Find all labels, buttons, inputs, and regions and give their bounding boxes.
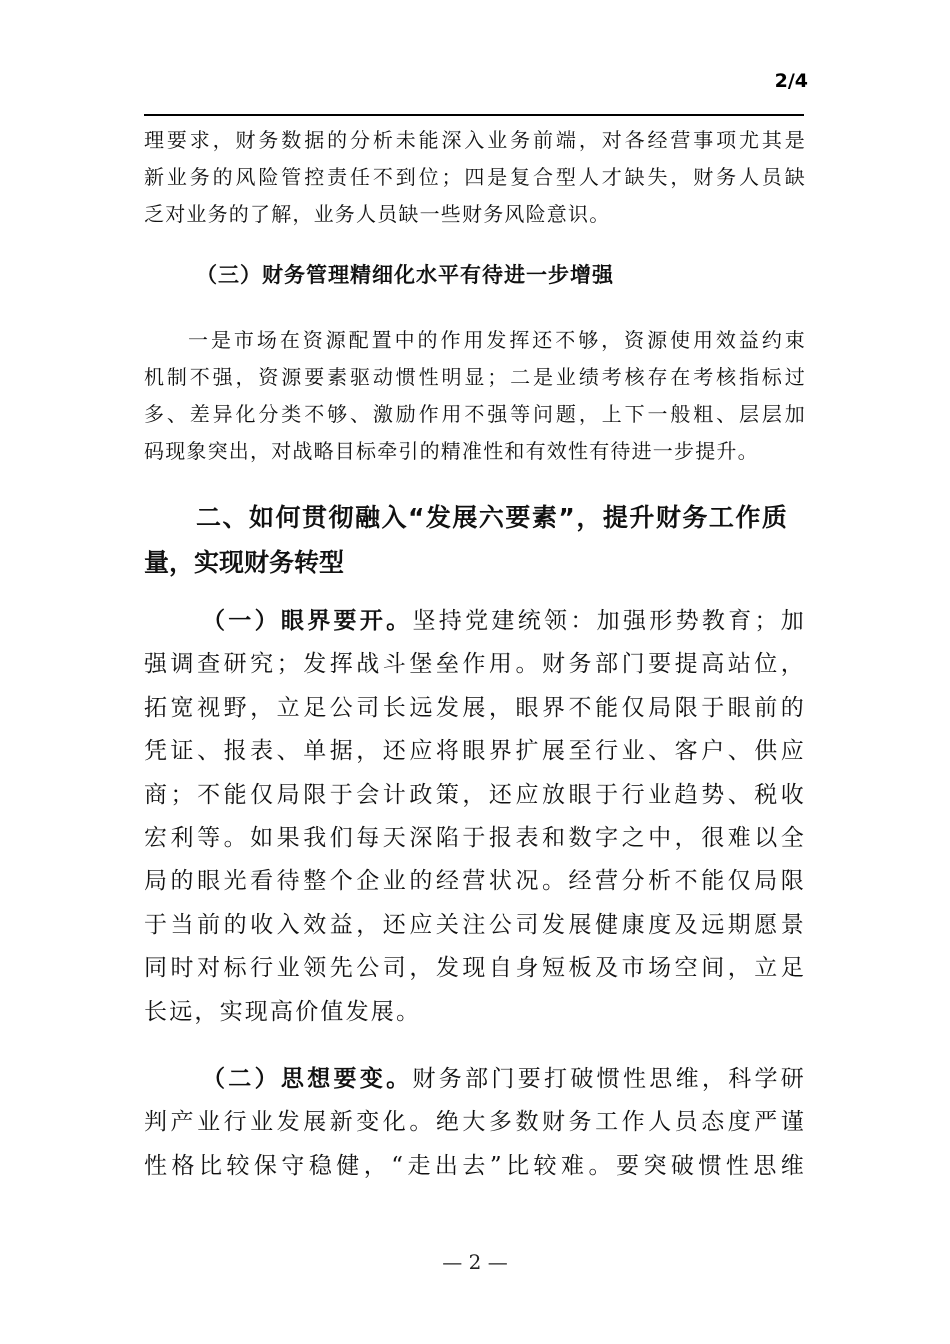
paragraph-line: 判产业行业发展新变化。绝大多数财务工作人员态度严谨 — [144, 1109, 806, 1136]
subsection-heading: （三）财务管理精细化水平有待进一步增强 — [196, 263, 614, 287]
header-rule — [144, 114, 804, 116]
continuation-paragraph — [144, 122, 806, 233]
item-paragraph — [144, 1058, 806, 1188]
paragraph-line: 宏利等。如果我们每天深陷于报表和数字之中，很难以全 — [144, 825, 806, 852]
heading-line: 量，实现财务转型 — [144, 548, 345, 577]
paragraph-line: 新业务的风险管控责任不到位；四是复合型人才缺失，财务人员缺 — [144, 165, 806, 189]
page-counter: 2/4 — [774, 70, 808, 92]
paragraph-line: 乏对业务的了解，业务人员缺一些财务风险意识。 — [144, 202, 611, 226]
paragraph-line: 强调查研究；发挥战斗堡垒作用。财务部门要提高站位， — [144, 651, 806, 678]
paragraph-line — [144, 1058, 806, 1101]
paragraph-line: 性格比较保守稳健，“走出去”比较难。要突破惯性思维 — [144, 1152, 806, 1179]
section-heading — [144, 495, 806, 585]
item-lead: （一）眼界要开。 — [202, 608, 413, 634]
paragraph-line: 局的眼光看待整个企业的经营状况。经营分析不能仅局限 — [144, 868, 806, 895]
paragraph-text: 财务部门要打破惯性思维，科学研 — [412, 1066, 807, 1092]
paragraph-line: 凭证、报表、单据，还应将眼界扩展至行业、客户、供应 — [144, 738, 806, 765]
item-paragraph — [144, 600, 806, 1034]
paragraph-line: 长远，实现高价值发展。 — [144, 998, 422, 1025]
page-number: — 2 — — [442, 1250, 508, 1274]
heading-line: 二、如何贯彻融入“发展六要素”，提升财务工作质 — [196, 503, 789, 532]
paragraph-line: 商；不能仅局限于会计政策，还应放眼于行业趋势、税收 — [144, 781, 806, 808]
paragraph-line: 多、差异化分类不够、激励作用不强等问题，上下一般粗、层层加 — [144, 402, 806, 426]
subsection-paragraph — [144, 322, 806, 470]
paragraph-line: 于当前的收入效益，还应关注公司发展健康度及远期愿景 — [144, 911, 806, 938]
paragraph-text: 坚持党建统领：加强形势教育；加 — [412, 608, 807, 634]
paragraph-line: 理要求，财务数据的分析未能深入业务前端，对各经营事项尤其是 — [144, 128, 806, 152]
paragraph-line: 同时对标行业领先公司，发现自身短板及市场空间，立足 — [144, 955, 806, 982]
paragraph-line — [144, 600, 806, 643]
paragraph-line: 一是市场在资源配置中的作用发挥还不够，资源使用效益约束 — [188, 328, 806, 352]
item-lead: （二）思想要变。 — [202, 1066, 413, 1092]
paragraph-line: 机制不强，资源要素驱动惯性明显；二是业绩考核存在考核指标过 — [144, 365, 806, 389]
paragraph-line: 码现象突出，对战略目标牵引的精准性和有效性有待进一步提升。 — [144, 439, 759, 463]
paragraph-line: 拓宽视野，立足公司长远发展，眼界不能仅局限于眼前的 — [144, 694, 806, 721]
